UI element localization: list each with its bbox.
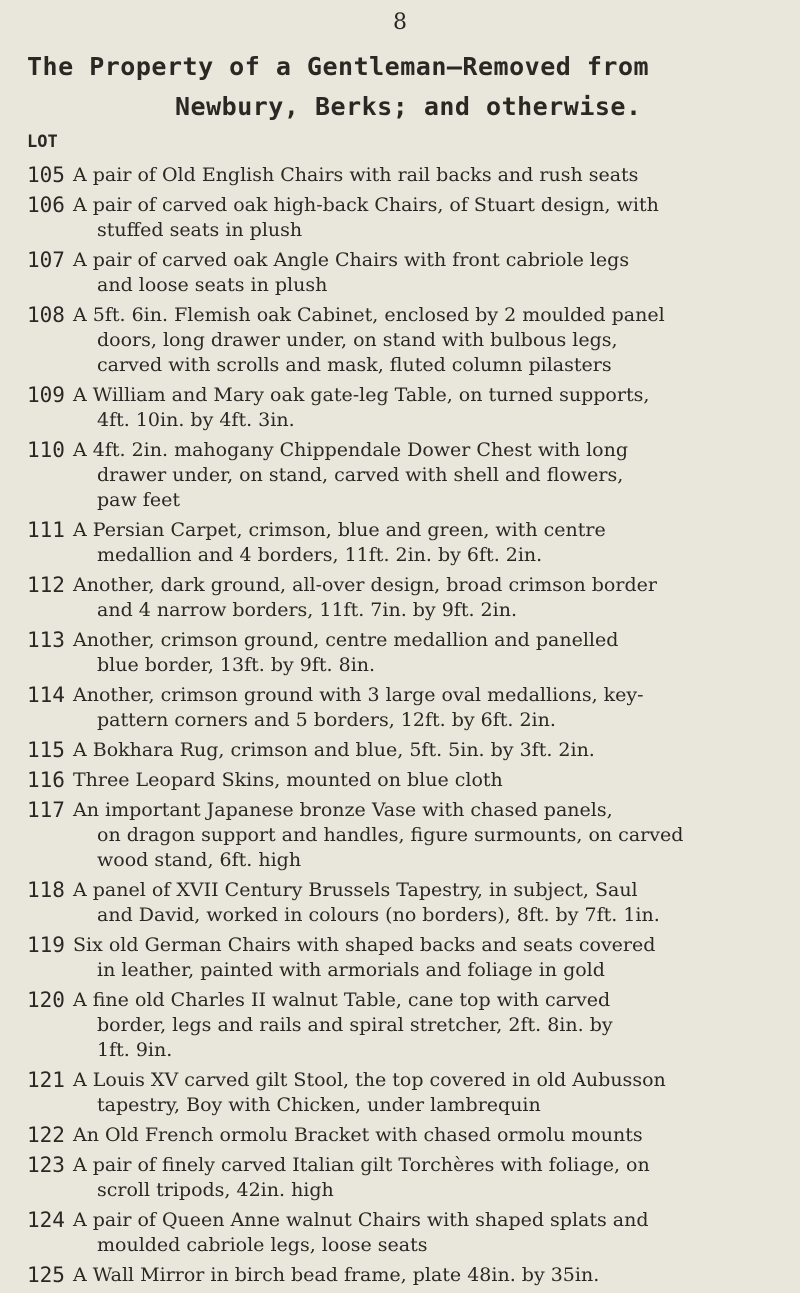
lot-description-line: A pair of Old English Chairs with rail backs and rush seats xyxy=(73,164,639,186)
lot-number: 112 xyxy=(27,573,65,597)
lot-description-line: drawer under, on stand, carved with shell and flowers, xyxy=(97,464,624,486)
lot-description-line: in leather, painted with armorials and foliage in gold xyxy=(97,959,605,981)
lot-description xyxy=(73,248,787,298)
lot-description-line: carved with scrolls and mask, fluted column pilasters xyxy=(97,354,612,376)
lot-number: 108 xyxy=(27,303,65,327)
lot-entry xyxy=(27,1068,787,1118)
lot-description-line: and David, worked in colours (no borders), 8ft. by 7ft. 1in. xyxy=(97,904,660,926)
lot-description xyxy=(73,1068,787,1118)
lot-description xyxy=(73,438,787,513)
page-number: 8 xyxy=(393,10,407,35)
lot-description-line: A fine old Charles II walnut Table, cane top with carved xyxy=(73,989,611,1011)
lot-description-line: scroll tripods, 42in. high xyxy=(97,1179,334,1201)
lot-entry xyxy=(27,383,787,433)
lot-number: 117 xyxy=(27,798,65,822)
lot-number: 114 xyxy=(27,683,65,707)
lot-entry xyxy=(27,193,787,243)
lot-description-line: pattern corners and 5 borders, 12ft. by 6ft. 2in. xyxy=(97,709,556,731)
lot-description-line: 1ft. 9in. xyxy=(97,1039,173,1061)
lot-list xyxy=(27,163,787,1293)
lot-column-header: LOT xyxy=(27,132,58,152)
lot-description xyxy=(73,768,787,793)
lot-description-line: A pair of Queen Anne walnut Chairs with shaped splats and xyxy=(73,1209,649,1231)
lot-description-line: Another, crimson ground, centre medallion and panelled xyxy=(73,629,619,651)
lot-entry xyxy=(27,628,787,678)
lot-description-line: 4ft. 10in. by 4ft. 3in. xyxy=(97,409,295,431)
lot-description-line: A 5ft. 6in. Flemish oak Cabinet, enclosed by 2 moulded panel xyxy=(73,304,665,326)
lot-number: 113 xyxy=(27,628,65,652)
lot-description-line: border, legs and rails and spiral stretcher, 2ft. 8in. by xyxy=(97,1014,613,1036)
lot-description xyxy=(73,383,787,433)
lot-entry xyxy=(27,1123,787,1148)
lot-description xyxy=(73,988,787,1063)
lot-description xyxy=(73,1123,787,1148)
lot-description xyxy=(73,573,787,623)
lot-description-line: Three Leopard Skins, mounted on blue cloth xyxy=(73,769,503,791)
lot-description xyxy=(73,683,787,733)
lot-description-line: Six old German Chairs with shaped backs and seats covered xyxy=(73,934,656,956)
lot-number: 106 xyxy=(27,193,65,217)
lot-entry xyxy=(27,1263,787,1288)
lot-description-line: A pair of carved oak Angle Chairs with front cabriole legs xyxy=(73,249,630,271)
lot-entry xyxy=(27,683,787,733)
lot-description xyxy=(73,738,787,763)
lot-description-line: A pair of finely carved Italian gilt Torchères with foliage, on xyxy=(73,1154,650,1176)
lot-description-line: stuffed seats in plush xyxy=(97,219,303,241)
lot-entry xyxy=(27,988,787,1063)
lot-description-line: A Persian Carpet, crimson, blue and green, with centre xyxy=(73,519,606,541)
lot-entry xyxy=(27,768,787,793)
lot-description-line: A 4ft. 2in. mahogany Chippendale Dower Chest with long xyxy=(73,439,629,461)
lot-number: 118 xyxy=(27,878,65,902)
lot-description-line: An important Japanese bronze Vase with chased panels, xyxy=(73,799,613,821)
lot-description xyxy=(73,518,787,568)
lot-number: 105 xyxy=(27,163,65,187)
lot-number: 125 xyxy=(27,1263,65,1287)
lot-description-line: wood stand, 6ft. high xyxy=(97,849,302,871)
lot-description-line: medallion and 4 borders, 11ft. 2in. by 6ft. 2in. xyxy=(97,544,543,566)
lot-entry xyxy=(27,163,787,188)
lot-description-line: An Old French ormolu Bracket with chased ormolu mounts xyxy=(73,1124,643,1146)
lot-entry xyxy=(27,248,787,298)
lot-description-line: moulded cabriole legs, loose seats xyxy=(97,1234,428,1256)
lot-entry xyxy=(27,438,787,513)
lot-description-line: A pair of carved oak high-back Chairs, of Stuart design, with xyxy=(73,194,659,216)
lot-description xyxy=(73,163,787,188)
heading-line-1: The Property of a Gentleman—Removed from xyxy=(27,52,650,81)
lot-description xyxy=(73,628,787,678)
lot-description-line: doors, long drawer under, on stand with bulbous legs, xyxy=(97,329,618,351)
lot-entry xyxy=(27,738,787,763)
lot-entry xyxy=(27,1153,787,1203)
lot-description-line: A Louis XV carved gilt Stool, the top covered in old Aubusson xyxy=(73,1069,666,1091)
lot-description-line: and loose seats in plush xyxy=(97,274,328,296)
lot-description-line: and 4 narrow borders, 11ft. 7in. by 9ft. 2in. xyxy=(97,599,517,621)
lot-description-line: A William and Mary oak gate-leg Table, on turned supports, xyxy=(73,384,650,406)
lot-description xyxy=(73,303,787,378)
lot-description-line: blue border, 13ft. by 9ft. 8in. xyxy=(97,654,376,676)
lot-description xyxy=(73,193,787,243)
lot-description xyxy=(73,798,787,873)
lot-description xyxy=(73,1208,787,1258)
lot-entry xyxy=(27,933,787,983)
lot-description-line: on dragon support and handles, figure surmounts, on carved xyxy=(97,824,684,846)
lot-number: 111 xyxy=(27,518,65,542)
lot-number: 119 xyxy=(27,933,65,957)
lot-description-line: Another, crimson ground with 3 large oval medallions, key- xyxy=(73,684,644,706)
lot-description xyxy=(73,1263,787,1288)
lot-number: 107 xyxy=(27,248,65,272)
lot-description-line: A panel of XVII Century Brussels Tapestry, in subject, Saul xyxy=(73,879,638,901)
lot-number: 122 xyxy=(27,1123,65,1147)
lot-entry xyxy=(27,518,787,568)
lot-number: 115 xyxy=(27,738,65,762)
lot-number: 120 xyxy=(27,988,65,1012)
lot-entry xyxy=(27,1208,787,1258)
lot-description xyxy=(73,1153,787,1203)
lot-description xyxy=(73,878,787,928)
heading-line-2: Newbury, Berks; and otherwise. xyxy=(175,92,642,121)
lot-number: 109 xyxy=(27,383,65,407)
lot-entry xyxy=(27,798,787,873)
lot-description-line: A Wall Mirror in birch bead frame, plate 48in. by 35in. xyxy=(73,1264,600,1286)
lot-number: 123 xyxy=(27,1153,65,1177)
lot-description-line: Another, dark ground, all-over design, broad crimson border xyxy=(73,574,657,596)
lot-number: 124 xyxy=(27,1208,65,1232)
lot-number: 110 xyxy=(27,438,65,462)
lot-entry xyxy=(27,878,787,928)
lot-description xyxy=(73,933,787,983)
lot-description-line: A Bokhara Rug, crimson and blue, 5ft. 5in. by 3ft. 2in. xyxy=(73,739,595,761)
lot-number: 121 xyxy=(27,1068,65,1092)
lot-entry xyxy=(27,303,787,378)
lot-description-line: paw feet xyxy=(97,489,180,511)
lot-description-line: tapestry, Boy with Chicken, under lambrequin xyxy=(97,1094,541,1116)
lot-entry xyxy=(27,573,787,623)
lot-number: 116 xyxy=(27,768,65,792)
